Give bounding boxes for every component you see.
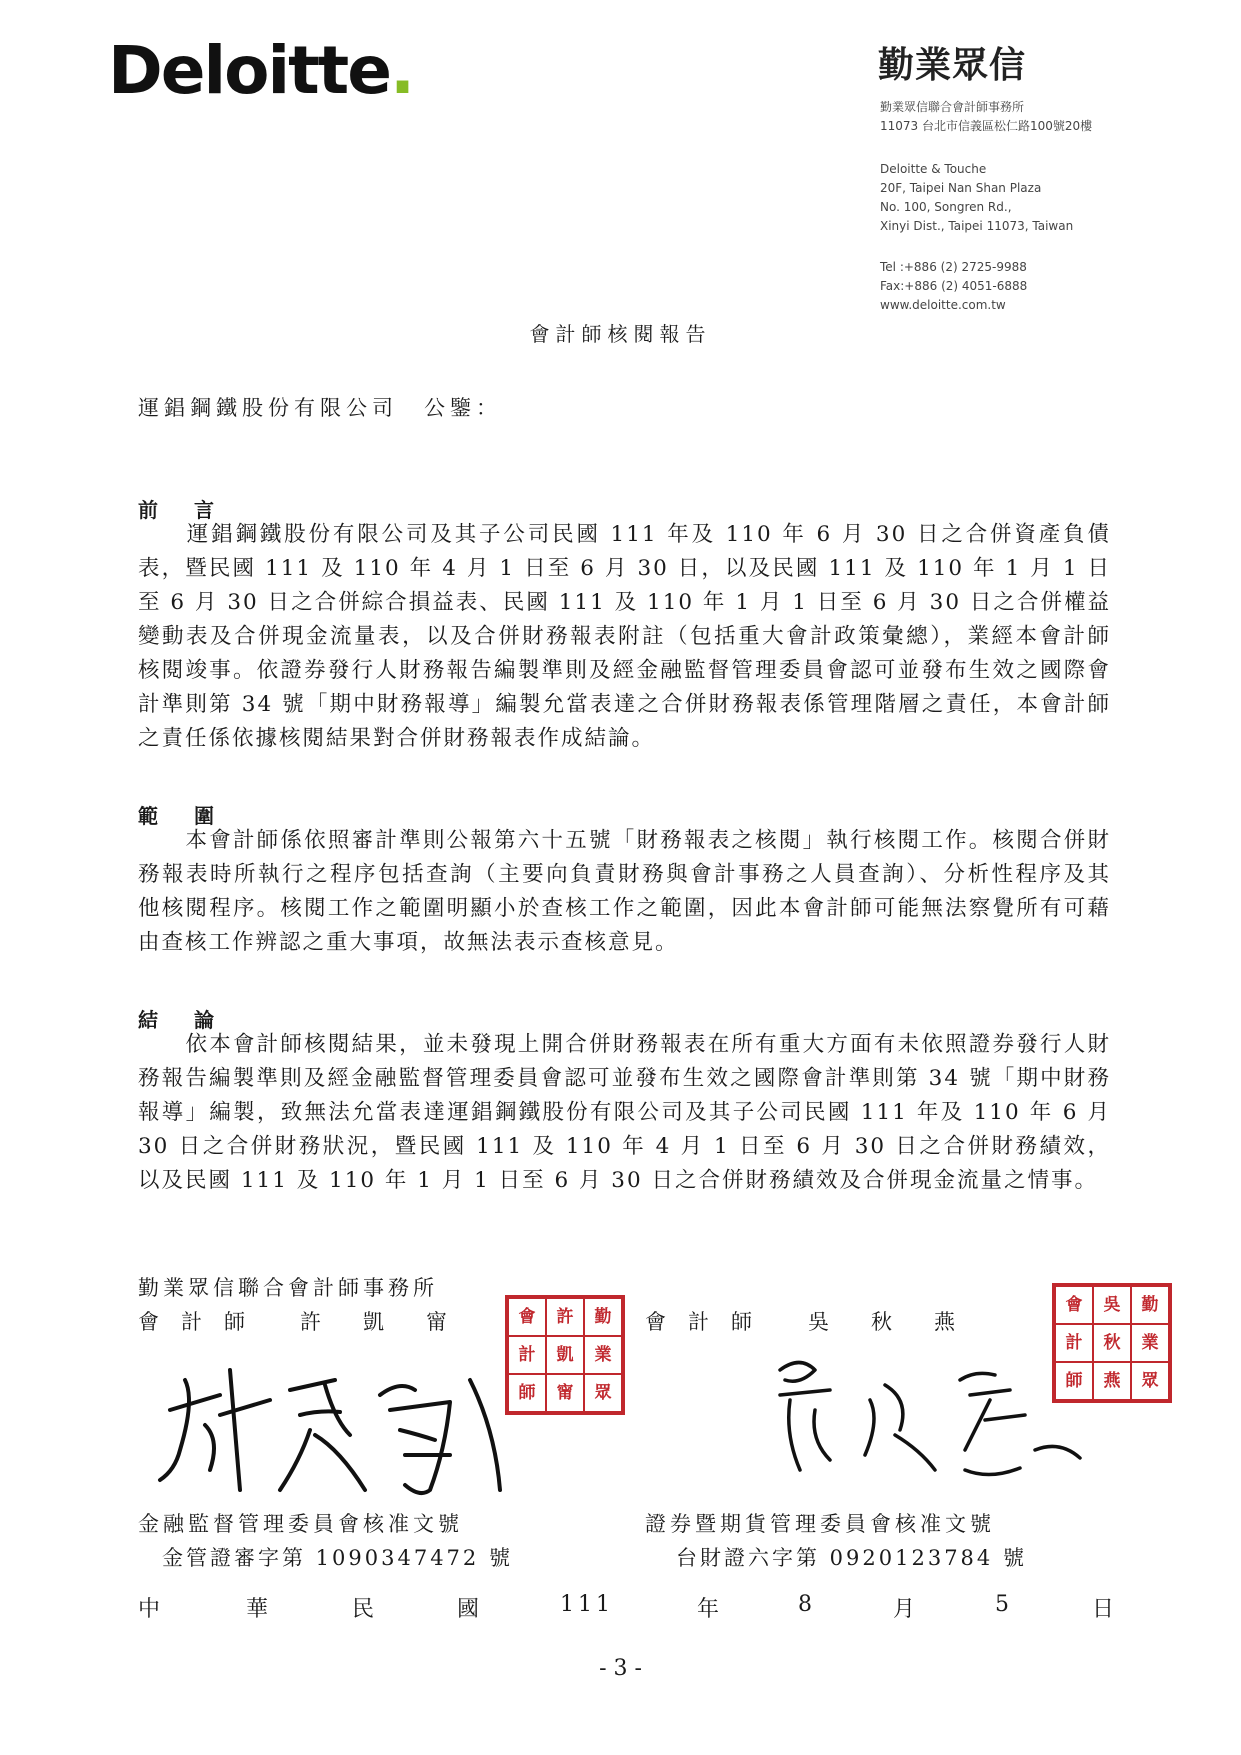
report-title: 會計師核閱報告 (529, 322, 712, 346)
address-line: 勤業眾信聯合會計師事務所 (880, 100, 1025, 114)
right-seal: 會 吳 勤 計 秋 業 師 燕 眾 (1052, 1283, 1172, 1403)
section-heading-conclusion: 結論 (138, 1008, 250, 1032)
page-number: - 3 - (599, 1656, 642, 1681)
address-line: Xinyi Dist., Taipei 11073, Taiwan (880, 219, 1074, 233)
contact-website: www.deloitte.com.tw (880, 298, 1006, 312)
date-part: 月 (893, 1597, 916, 1622)
section-heading-preface: 前言 (138, 498, 250, 522)
section-text-preface: 運錩鋼鐵股份有限公司及其子公司民國 111 年及 110 年 6 月 30 日之合併資產負債表，暨民國 111 及 110 年 4 月 1 日至 6 月 30 日，以及民國 111 及 110 年 1 月 1 日至 6 月 30 日之合併綜合損益表、民國 111 及 110 年 1 月 1 日至 6 月 30 日之合併權益變動表及合併現金流量表，以及合併財務報表附註（包括重大會計政策彙總），業經本會計師核閱竣事。依證券發行人財務報告編製準則及經金融監督管理委員會認可並發布生效之國際會計準則第 34 號「期中財務報導」編製允當表達之合併財務報表係管理階層之責任，本會計師之責任係依據核閱結果對合併財務報表作成結論。 (138, 522, 1111, 751)
left-seal: 會 許 勤 計 凱 業 師 甯 眾 (505, 1295, 625, 1415)
address-line: 11073 台北市信義區松仁路100號20樓 (880, 119, 1093, 133)
left-accountant-title: 會計師 (138, 1310, 267, 1334)
address-line: No. 100, Songren Rd., (880, 200, 1012, 214)
right-accountant-name: 吳秋燕 (808, 1310, 997, 1334)
contact-info (880, 258, 1027, 315)
salutation: 運錩鋼鐵股份有限公司 公鑒： (138, 396, 502, 420)
contact-fax: Fax:+886 (2) 4051-6888 (880, 279, 1028, 293)
section-text-conclusion: 依本會計師核閱結果，並未發現上開合併財務報表在所有重大方面有未依照證券發行人財務報告編製準則及經金融監督管理委員會認可並發布生效之國際會計準則第 34 號「期中財務報導」編製，致無法允當表達運錩鋼鐵股份有限公司及其子公司民國 111 年及 110 年 6 月 30 日之合併財務狀況，暨民國 111 及 110 年 4 月 1 日至 6 月 30 日之合併財務績效，以及民國 111 及 110 年 1 月 1 日至 6 月 30 日之合併財務績效及合併現金流量之情事。 (138, 1032, 1111, 1193)
left-accountant-name: 許凱甯 (300, 1310, 489, 1334)
address-cn (880, 98, 1092, 136)
date-day: 5 (995, 1592, 1009, 1617)
date-part: 日 (1092, 1597, 1115, 1622)
date-part: 民 (352, 1597, 375, 1622)
date-part: 中 (138, 1597, 161, 1622)
right-accountant-title: 會計師 (645, 1310, 774, 1334)
left-approval-body: 金融監督管理委員會核准文號 (138, 1512, 463, 1536)
date-part: 國 (457, 1597, 480, 1622)
address-line: Deloitte & Touche (880, 162, 987, 176)
date-part: 年 (697, 1597, 720, 1622)
date-month: 8 (798, 1592, 812, 1617)
brand-name-cn: 勤業眾信 (878, 45, 1027, 86)
date-part: 華 (246, 1597, 269, 1622)
section-text-scope: 本會計師係依照審計準則公報第六十五號「財務報表之核閱」執行核閱工作。核閱合併財務報表時所執行之程序包括查詢（主要向負責財務與會計事務之人員查詢）、分析性程序及其他核閱程序。核閱工作之範圍明顯小於查核工作之範圍，因此本會計師可能無法察覺所有可藉由查核工作辨認之重大事項，故無法表示查核意見。 (138, 828, 1111, 955)
date-year: 111 (560, 1592, 614, 1617)
left-handwritten-signature (150, 1340, 520, 1510)
contact-tel: Tel :+886 (2) 2725-9988 (880, 260, 1027, 274)
right-approval-no: 台財證六字第 0920123784 號 (676, 1546, 1027, 1570)
right-approval-body: 證券暨期貨管理委員會核准文號 (645, 1512, 995, 1536)
left-approval-no: 金管證審字第 1090347472 號 (162, 1546, 513, 1570)
right-handwritten-signature (760, 1340, 1090, 1490)
address-line: 20F, Taipei Nan Shan Plaza (880, 181, 1042, 195)
address-en (880, 160, 1073, 236)
firm-name: 勤業眾信聯合會計師事務所 (138, 1276, 438, 1300)
section-heading-scope: 範圍 (138, 804, 250, 828)
deloitte-logo: Deloitte. (108, 32, 414, 109)
